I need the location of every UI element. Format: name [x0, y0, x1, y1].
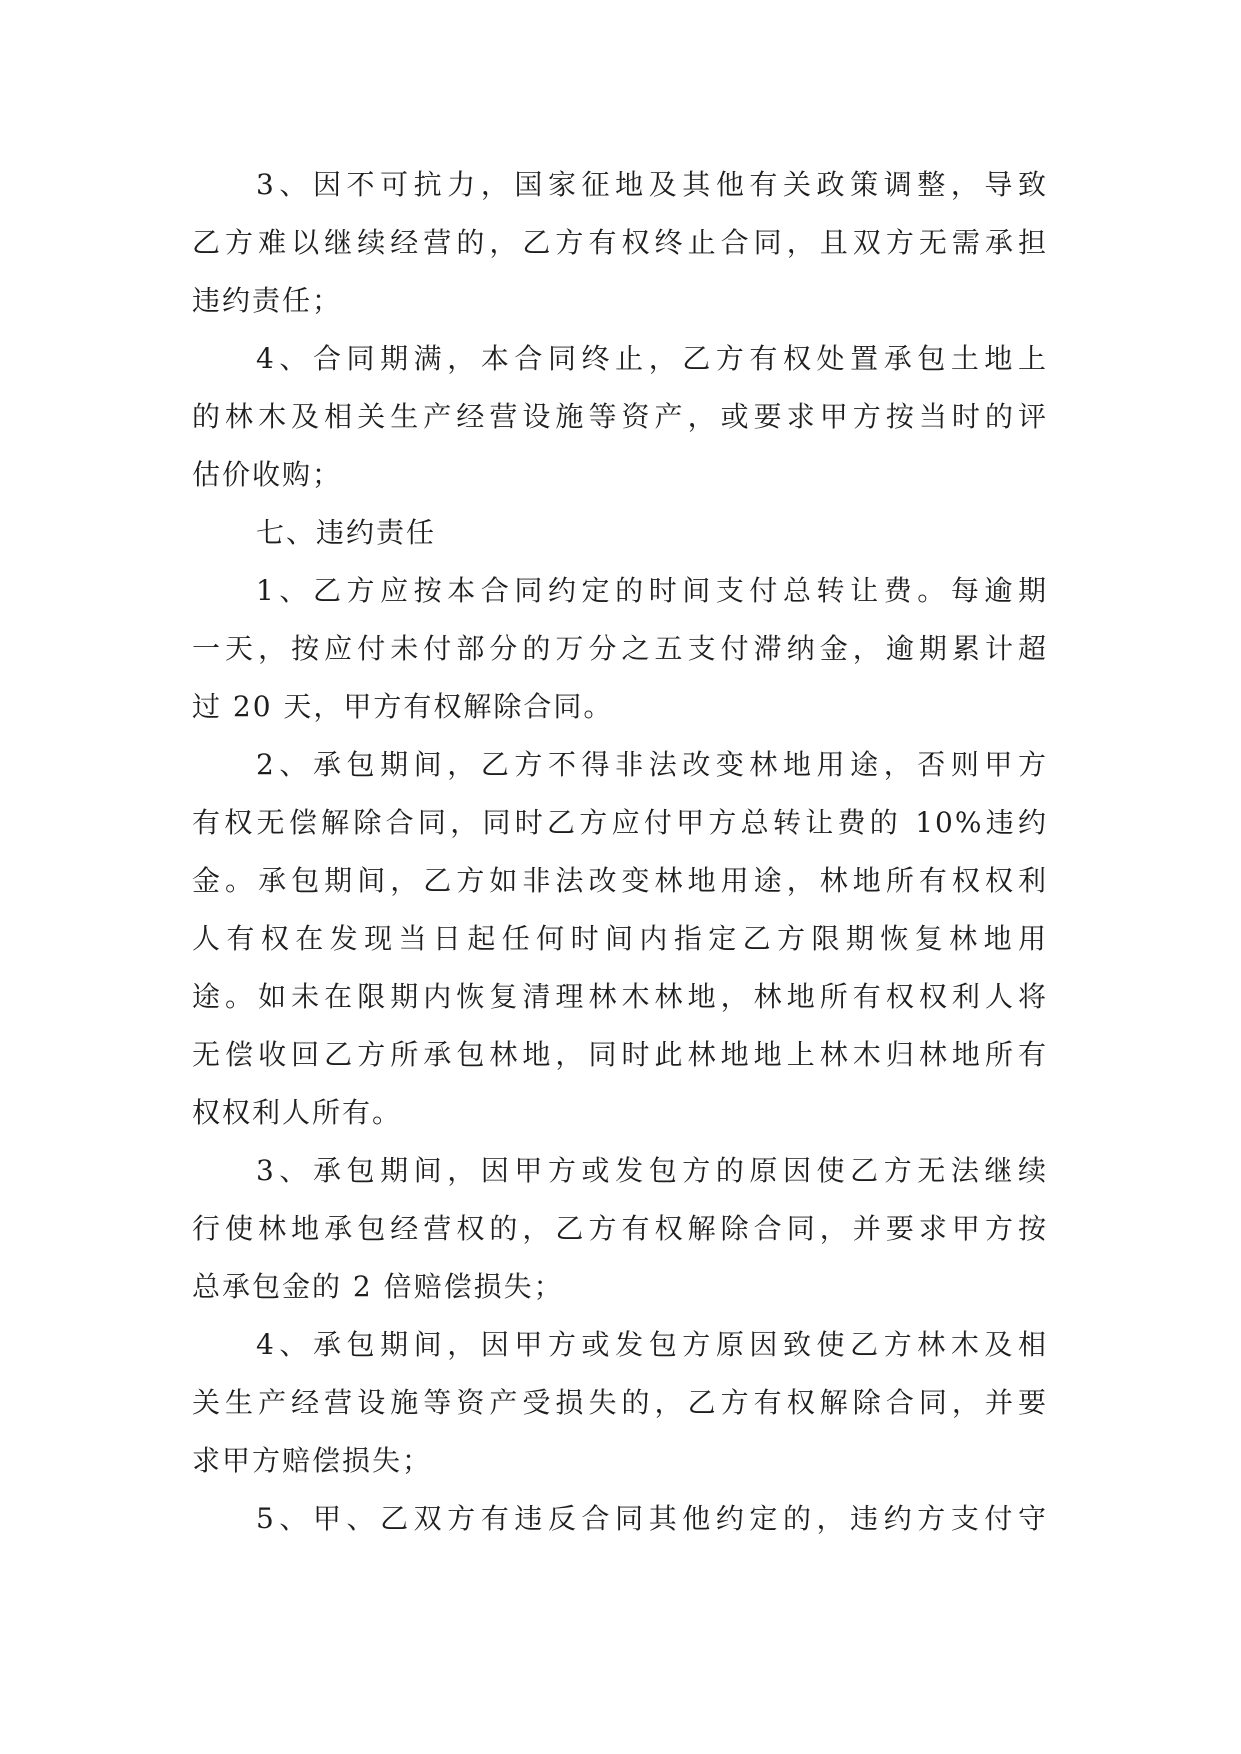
- document-line: 2、承包期间，乙方不得非法改变林地用途，否则甲方: [256, 748, 1048, 781]
- document-line: 的林木及相关生产经营设施等资产，或要求甲方按当时的评: [192, 400, 1048, 433]
- document-line: 1、乙方应按本合同约定的时间支付总转让费。每逾期: [256, 574, 1048, 607]
- document-line: 行使林地承包经营权的，乙方有权解除合同，并要求甲方按: [192, 1212, 1048, 1245]
- document-line: 4、承包期间，因甲方或发包方原因致使乙方林木及相: [256, 1328, 1048, 1361]
- paragraph-breach-3: [192, 1142, 1048, 1316]
- document-line: 过 20 天，甲方有权解除合同。: [192, 690, 614, 723]
- document-line: 途。如未在限期内恢复清理林木林地，林地所有权权利人将: [192, 980, 1048, 1013]
- document-line: 估价收购；: [192, 458, 343, 491]
- document-line: 求甲方赔偿损失；: [192, 1444, 433, 1477]
- paragraph-clause-4-expiry: [192, 330, 1048, 504]
- document-line: 人有权在发现当日起任何时间内指定乙方限期恢复林地用: [192, 922, 1048, 955]
- paragraph-clause-3-termination: [192, 156, 1048, 330]
- paragraph-breach-1: [192, 562, 1048, 736]
- document-line: 5、甲、乙双方有违反合同其他约定的，违约方支付守: [256, 1502, 1048, 1535]
- document-line: 权权利人所有。: [192, 1096, 403, 1129]
- section-heading: 七、违约责任: [256, 516, 437, 549]
- paragraph-breach-4: [192, 1316, 1048, 1490]
- document-line: 无偿收回乙方所承包林地，同时此林地地上林木归林地所有: [192, 1038, 1048, 1071]
- document-line: 总承包金的 2 倍赔偿损失；: [192, 1270, 564, 1303]
- document-line: 3、承包期间，因甲方或发包方的原因使乙方无法继续: [256, 1154, 1048, 1187]
- document-line: 3、因不可抗力，国家征地及其他有关政策调整，导致: [256, 168, 1048, 201]
- document-line: 有权无偿解除合同，同时乙方应付甲方总转让费的 10%违约: [192, 806, 1048, 839]
- section-heading-breach-liability: [192, 504, 1048, 562]
- document-line: 4、合同期满，本合同终止，乙方有权处置承包土地上: [256, 342, 1048, 375]
- document-line: 关生产经营设施等资产受损失的，乙方有权解除合同，并要: [192, 1386, 1048, 1419]
- document-line: 金。承包期间，乙方如非法改变林地用途，林地所有权权利: [192, 864, 1048, 897]
- document-line: 一天，按应付未付部分的万分之五支付滞纳金，逾期累计超: [192, 632, 1048, 665]
- document-line: 违约责任；: [192, 284, 343, 317]
- paragraph-breach-2: [192, 736, 1048, 1142]
- document-line: 乙方难以继续经营的，乙方有权终止合同，且双方无需承担: [192, 226, 1048, 259]
- paragraph-breach-5: [192, 1490, 1048, 1548]
- document-body: [192, 156, 1048, 1548]
